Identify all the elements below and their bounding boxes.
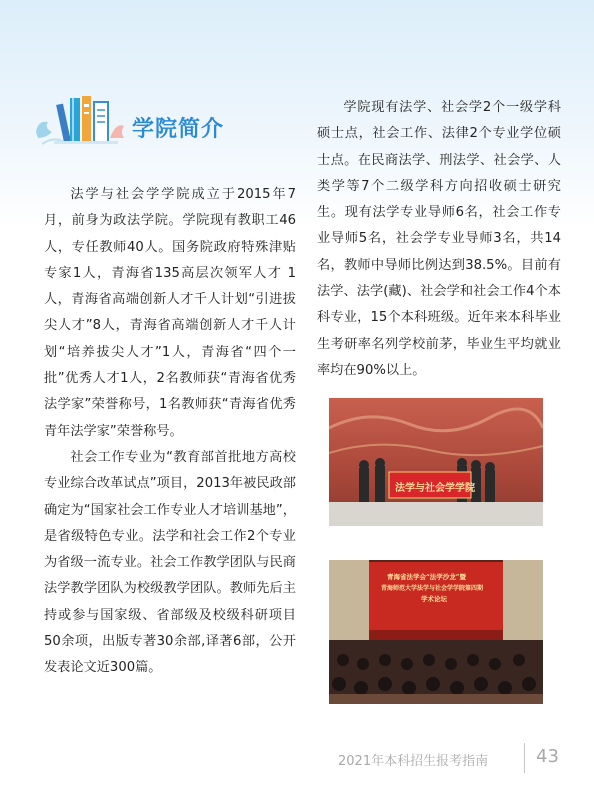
books-icon [34, 92, 126, 148]
group-banner: 法学与社会学学院 [395, 483, 475, 494]
conference-banner-line3: 学术论坛 [421, 595, 447, 603]
program-paragraph: 社会工作专业为“教育部首批地方高校专业综合改革试点”项目，2013年被民政部确定为“国家社会工作专业人才培训基地”，是省级特色专业。法学和社会工作2个专业为省级一流专业。社会工作教学团队与民商法学教学团队为校级教学团队。教师先后主持或参与国家级、省部级及校级科研项目50余项，出版专著30余部,译著6部，公开发表论文近300篇。 [44, 449, 296, 676]
guide-title: 2021年本科招生报考指南 [338, 754, 489, 769]
group-photo [329, 398, 543, 526]
degree-paragraph: 学院现有法学、社会学2个一级学科硕士点，社会工作、法律2个专业学位硕士点。在民商法学、刑法学、社会学、人类学等7个二级学科方向招收硕士研究生。现有法学专业导师6名，社会工作专业导师5名，社会学专业导师3名，共14名，教师中导师比例达到38.5%。目前有法学、法学(藏)、社会学和社会工作4个本科专业，15个本科班级。近年来本科毕业生考研率名列学校前茅，毕业生平均就业率均在90%以上。 [317, 100, 561, 378]
page-number: 43 [536, 746, 559, 767]
intro-paragraph: 法学与社会学学院成立于2015年7月，前身为政法学院。学院现有教职工46人，专任教师40人。国务院政府特殊津贴专家1人，青海省135高层次领军人才 1人，青海省高端创新人才千人计划“引进拔尖人才”8人，青海省高端创新人才千人计划“培养拔尖人才”1人，青海省“四个一批”优秀人才1人，2名教师获“青海省优秀法学家”荣誉称号，1名教师获“青海省优秀青年法学家”荣誉称号。 [44, 187, 296, 439]
right-text-column [317, 95, 561, 384]
conference-banner-line1: 青海省法学会“法学沙龙”暨 [387, 573, 466, 581]
section-title: 学院简介 [132, 117, 225, 142]
conference-banner-line2: 青海师范大学法学与社会学学院第四期 [381, 585, 484, 592]
left-text-column [44, 182, 296, 682]
conference-photo [329, 560, 543, 704]
footer-divider [524, 743, 525, 773]
